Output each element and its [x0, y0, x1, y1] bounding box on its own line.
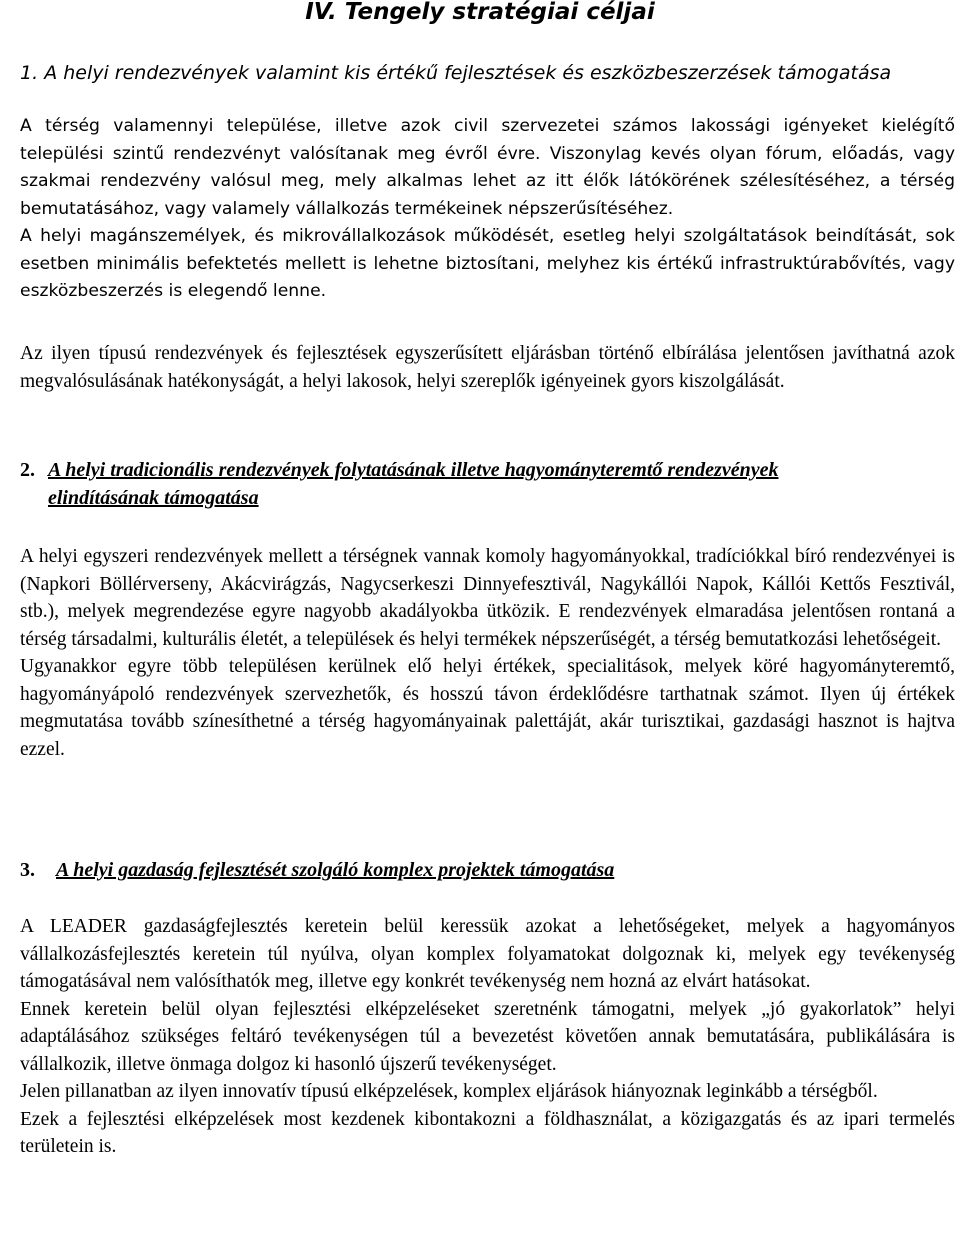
section-2-paragraph-1: A helyi egyszeri rendezvények mellett a térségnek vannak komoly hagyományokkal, tradíciókkal bíró rendezvényei is (Napkori Böllérverseny, Akácvirágzás, Nagycserkeszi Dinnyefesztivál, Nagykállói Napok, Kállói Kettős Fesztivál, stb.), melyek megrendezése egyre nagyobb akadályokba ütközik. E rendezvények elmaradása jelentősen rontaná a térség társadalmi, kulturális életét, a települések és helyi termékek népszerűségét, a térség bemutatkozási lehetőségeit. [20, 546, 955, 650]
section-3-body [20, 913, 955, 1161]
section-1-body-serif [20, 340, 955, 395]
section-2-heading [20, 456, 955, 512]
section-3-paragraph-3: Jelen pillanatban az ilyen innovatív típusú elképzelések, komplex eljárások hiányoznak leginkább a térségből. [20, 1081, 878, 1102]
section-3-title: A helyi gazdaság fejlesztését szolgáló komplex projektek támogatása [56, 859, 615, 881]
section-3-paragraph-2: Ennek keretein belül olyan fejlesztési elképzeléseket szeretnénk támogatni, melyek „jó gyakorlatok” helyi adaptálásához szükséges feltáró tevékenységen túl a bevezetést követően annak bemutatására, publikálására is vállalkozik, illetve önmaga dolgoz ki hasonló újszerű tevékenységet. [20, 998, 955, 1075]
section-3-paragraph-1: A LEADER gazdaságfejlesztés keretein belül keressük azokat a lehetőségeket, melyek a hagyományos vállalkozásfejlesztés keretein túl nyúlva, olyan komplex folyamatokat dolgoznak ki, melyek egy tevékenység támogatásával nem valósíthatók meg, illetve egy konkrét tevékenység nem hozná az elvárt hatásokat. [20, 916, 955, 992]
section-1-body [20, 113, 955, 306]
section-2-title-line-2: elindításának támogatása [48, 487, 259, 509]
section-1-heading [20, 59, 955, 87]
section-2-number: 2. [20, 459, 35, 481]
page-title: IV. Tengely stratégiai céljai [305, 0, 655, 25]
section-1-paragraph-2: A helyi magánszemélyek, és mikrovállalkozások működését, esetleg helyi szolgáltatások beindítását, sok esetben minimális befektetés mellett is lehetne biztosítani, melyhez kis értékű infrastruktúrabővítés, vagy eszközbeszerzés is elegendő lenne. [20, 226, 955, 301]
section-1-number: 1. [20, 62, 39, 84]
section-2-title-line-1: A helyi tradicionális rendezvények folytatásának illetve hagyományteremtő rendezvények [48, 459, 779, 481]
section-1-paragraph-3: Az ilyen típusú rendezvények és fejlesztések egyszerűsített eljárásban történő elbírálása jelentősen javíthatná azok megvalósulásának hatékonyságát, a helyi lakosok, helyi szereplők igényeinek gyors kiszolgálását. [20, 343, 955, 392]
section-3-paragraph-4: Ezek a fejlesztési elképzelések most kezdenek kibontakozni a földhasználat, a közigazgatás és az ipari termelés területein is. [20, 1108, 955, 1157]
section-2-body [20, 543, 955, 763]
section-1-title: A helyi rendezvények valamint kis értékű fejlesztések és eszközbeszerzések támogatása [44, 62, 892, 84]
section-1-paragraph-1: A térség valamennyi települése, illetve azok civil szervezetei számos lakossági igényeket kielégítő települési szintű rendezvényt valósítanak meg évről évre. Viszonylag kevés olyan fórum, előadás, vagy szakmai rendezvény valósul meg, mely alkalmas lehet az itt élők látókörének szélesítéséhez, a térség bemutatásához, vagy valamely vállalkozás termékeinek népszerűsítéséhez. [20, 116, 955, 219]
section-2-paragraph-2: Ugyanakkor egyre több településen kerülnek elő helyi értékek, specialitások, melyek köré hagyományteremtő, hagyományápoló rendezvények szervezhetők, és hosszú távon érdeklődésre tarthatnak számot. Ilyen új értékek megmutatása tovább színesíthetné a térség hagyományainak palettáját, akár turisztikai, gazdasági hasznot is hajtva ezzel. [20, 656, 955, 760]
section-3-heading [20, 856, 955, 884]
section-3-number: 3. [20, 859, 35, 881]
